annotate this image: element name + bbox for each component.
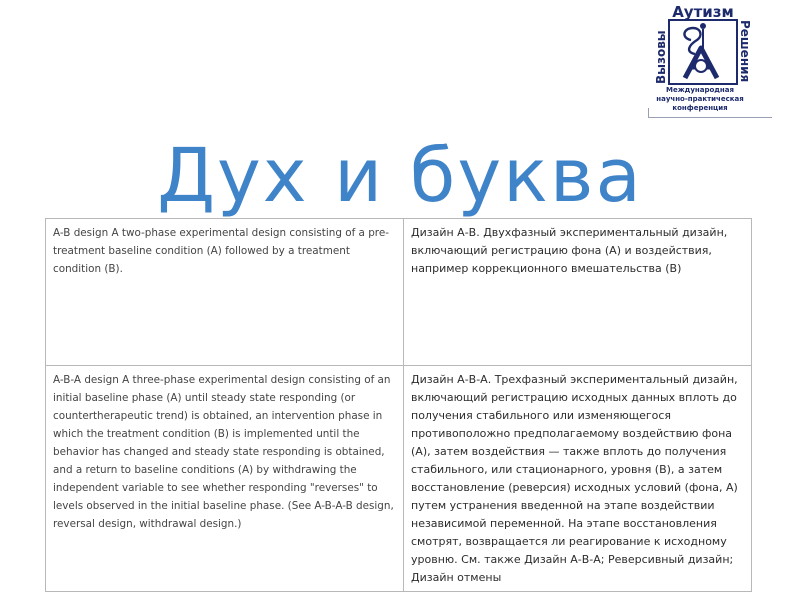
english-definition: A-B-A design A three-phase experimental design consisting of an initial baseline phase (A) until steady state responding (or countertherapeutic trend) is obtained, an intervention phase in which the treatment condition (B) is implemented until the behavior has changed and steady state responding is obtained, and a return to baseline conditions (A) by withdrawing the independent variable to see whether responding "reverses" to levels observed in the initial baseline phase. (See A-B-A-B design, reversal design, withdrawal design.)	[46, 366, 404, 592]
table-row	[46, 366, 752, 592]
logo-word-right: Решения	[738, 20, 752, 83]
logo-caption-line: Международная	[666, 86, 734, 94]
logo-underline	[648, 117, 772, 118]
russian-definition: Дизайн А-В-А. Трехфазный экспериментальный дизайн, включающий регистрацию исходных данных вплоть до получения стабильного или изменяющегося противоположно предполагаемому воздействию фона (А), затем воздействия — также вплоть до получения стабильного, или стационарного, уровня (В), а затем восстановление (реверсия) исходных условий (фона, А) путем устранения введенной на этапе воздействии независимой переменной. На этапе восстановления смотрят, возвращается ли реагирование к исходному уровню. См. также Дизайн А-В-А; Реверсивный дизайн; Дизайн отмены	[404, 366, 752, 592]
logo-word-top: Аутизм	[672, 3, 734, 21]
english-definition: A-B design A two-phase experimental design consisting of a pre-treatment baseline condition (A) followed by a treatment condition (B).	[46, 219, 404, 366]
logo-underline-tick	[648, 108, 649, 118]
logo-caption-line: научно-практическая	[656, 95, 744, 103]
russian-definition: Дизайн А-В. Двухфазный экспериментальный дизайн, включающий регистрацию фона (А) и воздействия, например коррекционного вмешательства (В)	[404, 219, 752, 366]
logo-caption-line: конференция	[672, 104, 728, 112]
logo-word-left: Вызовы	[654, 30, 668, 84]
table-row	[46, 219, 752, 366]
page-title: Дух и буква	[157, 133, 643, 219]
logo-caption	[648, 86, 752, 113]
glossary-table	[45, 218, 752, 592]
